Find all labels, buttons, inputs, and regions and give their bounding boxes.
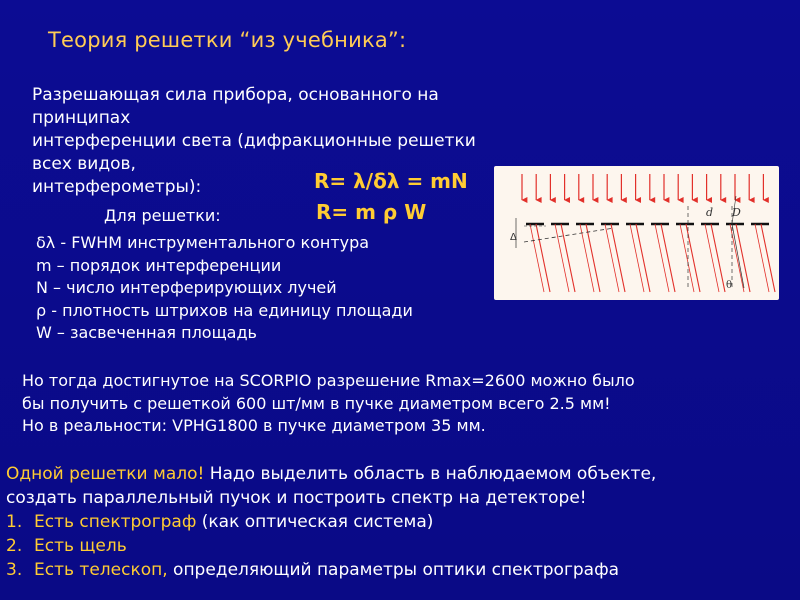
list-number: 3. xyxy=(6,560,23,580)
diffracted-ray xyxy=(636,224,650,292)
diffracted-ray xyxy=(555,224,569,292)
D-label: D xyxy=(732,206,741,219)
diffracted-ray xyxy=(580,224,594,292)
list-item xyxy=(6,534,796,558)
list-number: 2. xyxy=(6,536,23,556)
grating-diagram-svg xyxy=(494,166,779,300)
definition-item: N – число интерферирующих лучей xyxy=(36,278,337,297)
incident-rays xyxy=(522,174,763,200)
d-label: d xyxy=(706,206,714,219)
scorpio-line: Но в реальности: VPHG1800 в пучке диаметром 35 мм. xyxy=(22,416,486,435)
list-accent: Есть телескоп, xyxy=(34,560,168,580)
grating-resolving-formula: R= m ρ W xyxy=(316,200,427,224)
diffracted-ray xyxy=(536,224,550,292)
conclusion-rest: Надо выделить область в наблюдаемом объекте, xyxy=(204,464,657,484)
diffracted-ray xyxy=(605,224,619,292)
diffracted-ray xyxy=(661,224,675,292)
definitions-list xyxy=(36,232,506,345)
intro-line: интерференции света (дифракционные решетки всех видов, xyxy=(32,131,476,174)
scorpio-line: бы получить с решеткой 600 шт/мм в пучке диаметром всего 2.5 мм! xyxy=(22,393,611,413)
definition-item: W – засвеченная площадь xyxy=(36,323,257,342)
diffracted-ray xyxy=(655,224,669,292)
list-item xyxy=(6,510,796,534)
definition-item: δλ - FWHM инструментального контура xyxy=(36,233,370,252)
diffracted-ray xyxy=(680,224,694,292)
scorpio-note xyxy=(22,370,782,438)
diffracted-ray xyxy=(530,224,544,292)
diffracted-ray xyxy=(586,224,600,292)
grating-label: Для решетки: xyxy=(104,206,221,225)
diffracted-ray xyxy=(761,224,775,292)
definition-item: m – порядок интерференции xyxy=(36,255,282,275)
resolving-power-formula: R= λ/δλ = mN xyxy=(314,169,468,193)
slide-title: Теория решетки “из учебника”: xyxy=(48,28,407,52)
diffracted-ray xyxy=(630,224,644,292)
diffracted-ray xyxy=(611,224,625,292)
list-rest: определяющий параметры оптики спектрографа xyxy=(167,560,620,580)
definition-item: ρ - плотность штрихов на единицу площади xyxy=(36,300,413,320)
list-number: 1. xyxy=(6,512,23,532)
diffracted-ray xyxy=(705,224,719,292)
list-rest: (как оптическая система) xyxy=(196,512,434,532)
list-item xyxy=(6,558,796,582)
conclusion-line xyxy=(6,462,796,486)
diffracted-ray xyxy=(755,224,769,292)
diffracted-ray xyxy=(711,224,725,292)
scorpio-line: Но тогда достигнутое на SCORPIO разрешение Rmax=2600 можно было xyxy=(22,371,635,390)
conclusion-accent: Одной решетки мало! xyxy=(6,464,205,484)
conclusion-line: создать параллельный пучок и построить спектр на детекторе! xyxy=(6,488,587,508)
theta-label: θ xyxy=(726,280,733,291)
conclusion-block xyxy=(6,462,796,582)
intro-line: Разрешающая сила прибора, основанного на принципах xyxy=(32,85,439,128)
grating-diagram xyxy=(494,166,779,300)
intro-line: интерферометры): xyxy=(32,177,202,197)
list-accent: Есть спектрограф xyxy=(34,512,197,532)
list-accent: Есть щель xyxy=(34,536,127,556)
delta-label: Δ xyxy=(510,232,517,243)
